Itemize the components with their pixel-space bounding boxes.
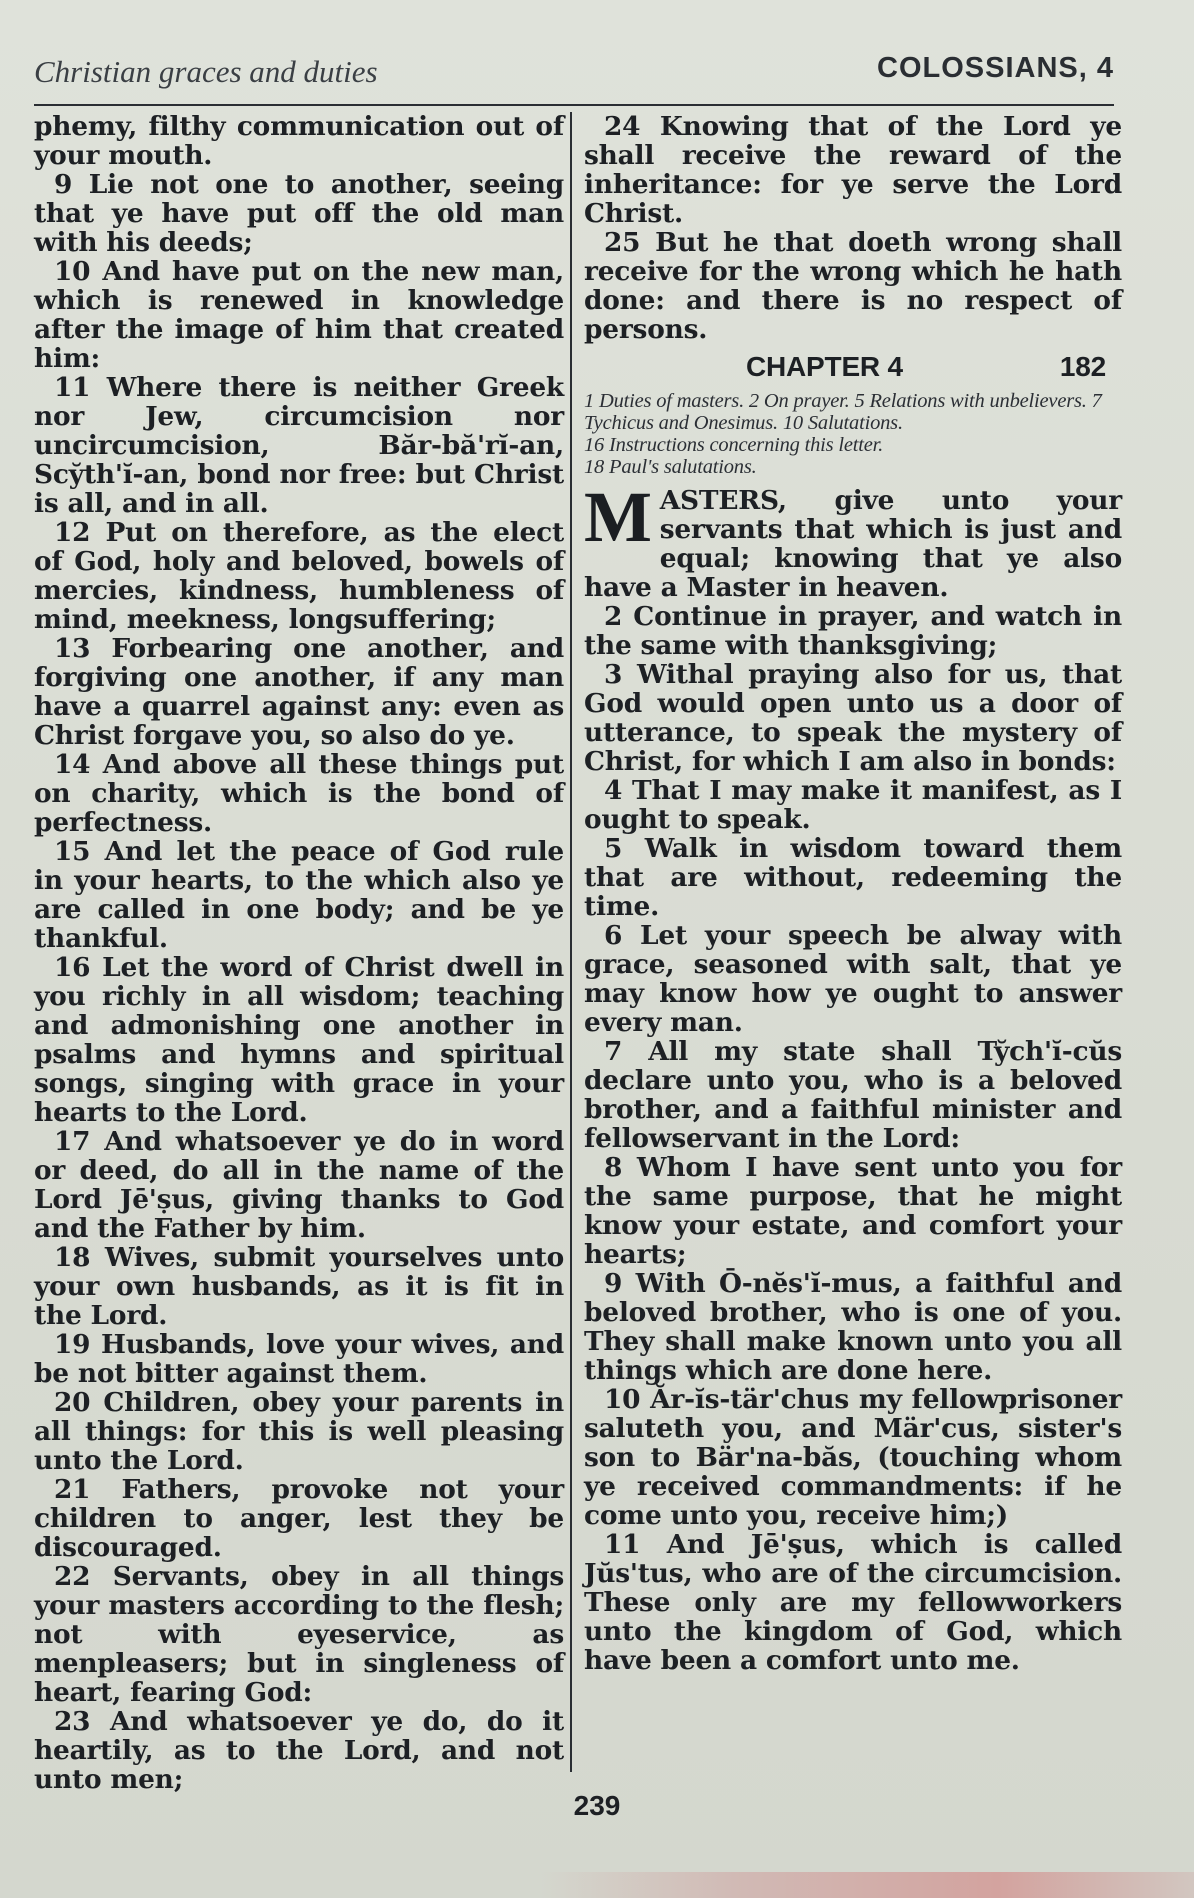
verse: 10 And have put on the new man, which is renewed in knowledge after the image of him that created him:	[34, 256, 564, 374]
left-column	[34, 112, 564, 1794]
verse: 7 All my state shall Ty̆ch'ĭ-cŭs declare unto you, who is a beloved brother, and a faithful minister and fellowservant in the Lord:	[584, 1036, 1122, 1154]
book-chapter-heading: COLOSSIANS, 4	[877, 52, 1114, 84]
verse: 9 Lie not one to another, seeing that ye have put off the old man with his deeds;	[34, 169, 564, 258]
verse: 4 That I may make it manifest, as I ought to speak.	[584, 775, 1122, 835]
summary-line: 16 Instructions concerning this letter.	[584, 434, 884, 456]
chapter-heading	[584, 352, 1122, 386]
section-heading: Christian graces and duties	[34, 54, 378, 89]
verse: phemy, filthy communication out of your mouth.	[34, 111, 564, 171]
column-divider	[570, 112, 572, 1772]
verse: 16 Let the word of Christ dwell in you richly in all wisdom; teaching and admonishing one another in psalms and hymns and spiritual songs, singing with grace in your hearts to the Lord.	[34, 952, 564, 1128]
verse: 9 With Ō-nĕs'ĭ-mus, a faithful and beloved brother, who is one of you. They shall make known unto you all things which are done here.	[584, 1268, 1122, 1386]
verse: 25 But he that doeth wrong shall receive for the wrong which he hath done: and there is no respect of persons.	[584, 227, 1122, 345]
chapter-summary	[584, 390, 1122, 478]
verse: 17 And whatsoever ye do in word or deed, do all in the name of the Lord Jē'ṣus, giving thanks to God and the Father by him.	[34, 1126, 564, 1244]
verse: 23 And whatsoever ye do, do it heartily, as to the Lord, and not unto men;	[34, 1706, 564, 1795]
verse: 10 Ăr-ĭs-tär'chus my fellowprisoner saluteth you, and Mär'cus, sister's son to Bär'na-băs, (touching whom ye received commandments: if he come unto you, receive him;)	[584, 1384, 1122, 1531]
verse: 15 And let the peace of God rule in your hearts, to the which also ye are called in one body; and be ye thankful.	[34, 836, 564, 954]
verse: 18 Wives, submit yourselves unto your own husbands, as it is fit in the Lord.	[34, 1242, 564, 1331]
verse: 14 And above all these things put on charity, which is the bond of perfectness.	[34, 749, 564, 838]
verse: 22 Servants, obey in all things your masters according to the flesh; not with eyeservice, as menpleasers; but in singleness of heart, fearing God:	[34, 1561, 564, 1708]
chapter-title: CHAPTER 4	[746, 351, 903, 382]
verse: 19 Husbands, love your wives, and be not bitter against them.	[34, 1329, 564, 1389]
summary-line: 18 Paul's salutations.	[584, 456, 757, 478]
header-rule	[34, 104, 1114, 106]
page-number: 239	[573, 1790, 621, 1821]
chapter-opening	[584, 477, 1122, 603]
drop-cap: M	[584, 477, 652, 557]
verse: ASTERS, give unto your servants that which is just and equal; knowing that ye also have a Master in heaven.	[584, 485, 1122, 603]
verse: 8 Whom I have sent unto you for the same purpose, that he might know your estate, and comfort your hearts;	[584, 1152, 1122, 1270]
verse: 6 Let your speech be alway with grace, seasoned with salt, that ye may know how ye ought to answer every man.	[584, 920, 1122, 1038]
chapter-reference-number: 182	[1059, 351, 1106, 382]
verse: 2 Continue in prayer, and watch in the same with thanksgiving;	[584, 601, 1122, 661]
page-edge-stain	[540, 1872, 1194, 1898]
verse: 5 Walk in wisdom toward them that are without, redeeming the time.	[584, 833, 1122, 922]
summary-line: 1 Duties of masters. 2 On prayer. 5 Relations with unbelievers. 7 Tychicus and Onesimus. 10 Salutations.	[584, 390, 1102, 434]
verse: 11 Where there is neither Greek nor Jew, circumcision nor uncircumcision, Băr-bă'rĭ-an, Scy̆th'ĭ-an, bond nor free: but Christ is all, and in all.	[34, 372, 564, 519]
verse: 3 Withal praying also for us, that God would open unto us a door of utterance, to speak the mystery of Christ, for which I am also in bonds:	[584, 659, 1122, 777]
running-header	[34, 48, 1114, 96]
verse: 24 Knowing that of the Lord ye shall receive the reward of the inheritance: for ye serve the Lord Christ.	[584, 111, 1122, 229]
right-column	[584, 112, 1122, 1675]
verse: 20 Children, obey your parents in all things: for this is well pleasing unto the Lord.	[34, 1387, 564, 1476]
verse: 21 Fathers, provoke not your children to anger, lest they be discouraged.	[34, 1474, 564, 1563]
verse: 13 Forbearing one another, and forgiving one another, if any man have a quarrel against any: even as Christ forgave you, so also do ye.	[34, 633, 564, 751]
verse: 12 Put on therefore, as the elect of God, holy and beloved, bowels of mercies, kindness, humbleness of mind, meekness, longsuffering;	[34, 517, 564, 635]
verse: 11 And Jē'ṣus, which is called Jŭs'tus, who are of the circumcision. These only are my fellowworkers unto the kingdom of God, which have been a comfort unto me.	[584, 1529, 1122, 1676]
